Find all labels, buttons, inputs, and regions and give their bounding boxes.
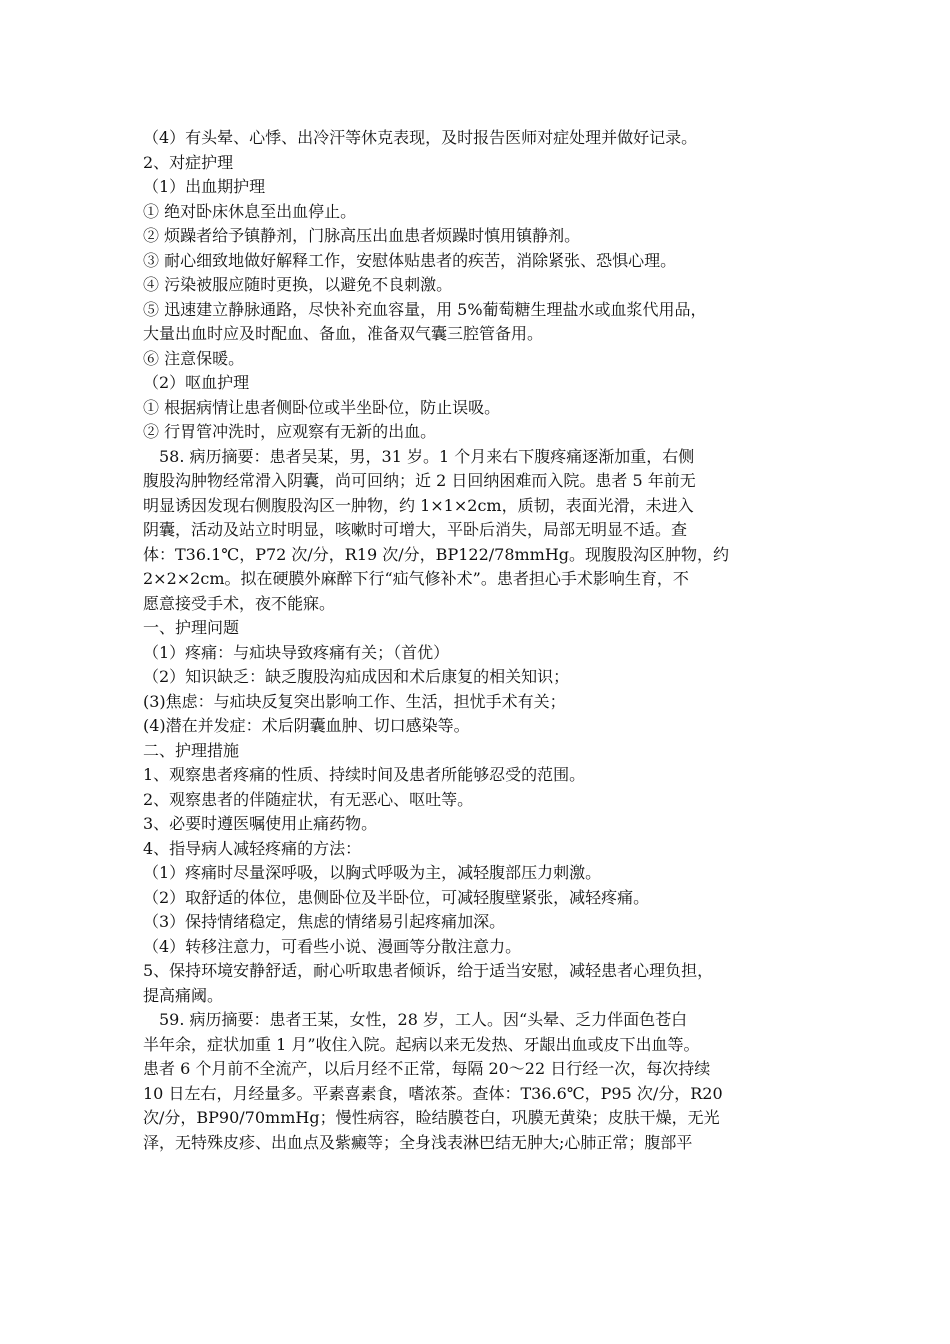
text-line: 1、观察患者疼痛的性质、持续时间及患者所能够忍受的范围。 (143, 765, 586, 784)
text-line: （2）呕血护理 (143, 373, 250, 392)
text-line: (4)潜在并发症：术后阴囊血肿、切口感染等。 (143, 716, 470, 735)
text-line: ① 根据病情让患者侧卧位或半坐卧位，防止误吸。 (143, 397, 501, 417)
text-line: 提高痛阈。 (143, 985, 224, 1005)
text-line: 愿意接受手术，夜不能寐。 (143, 593, 336, 613)
text-line: 半年余，症状加重 1 月”收住入院。起病以来无发热、牙龈出血或皮下出血等。 (143, 1034, 700, 1054)
text-line: 阴囊，活动及站立时明显，咳嗽时可增大，平卧后消失，局部无明显不适。查 (143, 520, 688, 539)
text-line: ④ 污染被服应随时更换，以避免不良刺激。 (143, 275, 453, 294)
text-line: 患者 6 个月前不全流产，以后月经不正常，每隔 20～22 日行经一次，每次持续 (143, 1059, 711, 1078)
text-line: ⑥ 注意保暖。 (143, 348, 245, 368)
text-line: 5、保持环境安静舒适，耐心听取患者倾诉，给于适当安慰，减轻患者心理负担， (143, 961, 714, 980)
text-line: （4）有头晕、心悸、出冷汗等休克表现，及时报告医师对症处理并做好记录。 (143, 128, 698, 147)
text-line: 一、护理问题 (143, 618, 240, 637)
text-line: 3、必要时遵医嘱使用止痛药物。 (143, 814, 378, 833)
text-line: （1）出血期护理 (143, 177, 266, 196)
text-line: 2、对症护理 (143, 152, 234, 172)
text-line: 二、护理措施 (143, 740, 240, 760)
text-line: ③ 耐心细致地做好解释工作，安慰体贴患者的疾苦，消除紧张、恐惧心理。 (143, 250, 677, 270)
text-line: ① 绝对卧床休息至出血停止。 (143, 201, 357, 221)
text-line: 次/分，BP90/70mmHg；慢性病容，睑结膜苍白，巩膜无黄染；皮肤干燥，无光 (143, 1108, 720, 1127)
text-line: ② 行胃管冲洗时，应观察有无新的出血。 (143, 422, 437, 441)
text-line: ② 烦躁者给予镇静剂，门脉高压出血患者烦躁时慎用镇静剂。 (143, 226, 581, 245)
text-line: 4、指导病人减轻疼痛的方法： (143, 838, 362, 858)
text-line: 腹股沟肿物经常滑入阴囊，尚可回纳；近 2 日回纳困难而入院。患者 5 年前无 (143, 471, 696, 490)
text-line: 10 日左右，月经量多。平素喜素食，嗜浓茶。查体：T36.6℃，P95 次/分，R20 (143, 1083, 723, 1103)
text-line: (3)焦虑：与疝块反复突出影响工作、生活，担忧手术有关； (143, 691, 566, 711)
text-line: （1）疼痛时尽量深呼吸，以胸式呼吸为主，减轻腹部压力刺激。 (143, 863, 602, 882)
text-line: 大量出血时应及时配血、备血，准备双气囊三腔管备用。 (143, 324, 544, 343)
text-line: （4）转移注意力，可看些小说、漫画等分散注意力。 (143, 936, 522, 956)
text-line: 体：T36.1℃，P72 次/分，R19 次/分，BP122/78mmHg。现腹股沟区肿物，约 (143, 544, 730, 564)
text-line: （1）疼痛：与疝块导致疼痛有关；（首优） (143, 642, 450, 662)
text-line: （2）取舒适的体位，患侧卧位及半卧位，可减轻腹壁紧张，减轻疼痛。 (143, 887, 650, 907)
document-page (143, 126, 813, 1155)
text-line: 明显诱因发现右侧腹股沟区一肿物，约 1×1×2cm，质韧，表面光滑，未进入 (143, 495, 694, 515)
text-line: （2）知识缺乏：缺乏腹股沟疝成因和术后康复的相关知识； (143, 667, 570, 686)
text-line: （3）保持情绪稳定，焦虑的情绪易引起疼痛加深。 (143, 912, 506, 931)
text-line: 2、观察患者的伴随症状，有无恶心、呕吐等。 (143, 789, 474, 809)
text-line: 2×2×2cm。拟在硬膜外麻醉下行“疝气修补术”。患者担心手术影响生育，不 (143, 569, 689, 588)
text-line: 59. 病历摘要：患者王某，女性，28 岁，工人。因“头晕、乏力伴面色苍白 (159, 1010, 688, 1029)
text-line: 58. 病历摘要：患者吴某，男，31 岁。1 个月来右下腹疼痛逐渐加重，右侧 (159, 446, 695, 466)
text-line: ⑤ 迅速建立静脉通路，尽快补充血容量，用 5%葡萄糖生理盐水或血浆代用品， (143, 299, 707, 319)
text-line: 泽，无特殊皮疹、出血点及紫癜等；全身浅表淋巴结无肿大;心肺正常；腹部平 (143, 1132, 693, 1152)
